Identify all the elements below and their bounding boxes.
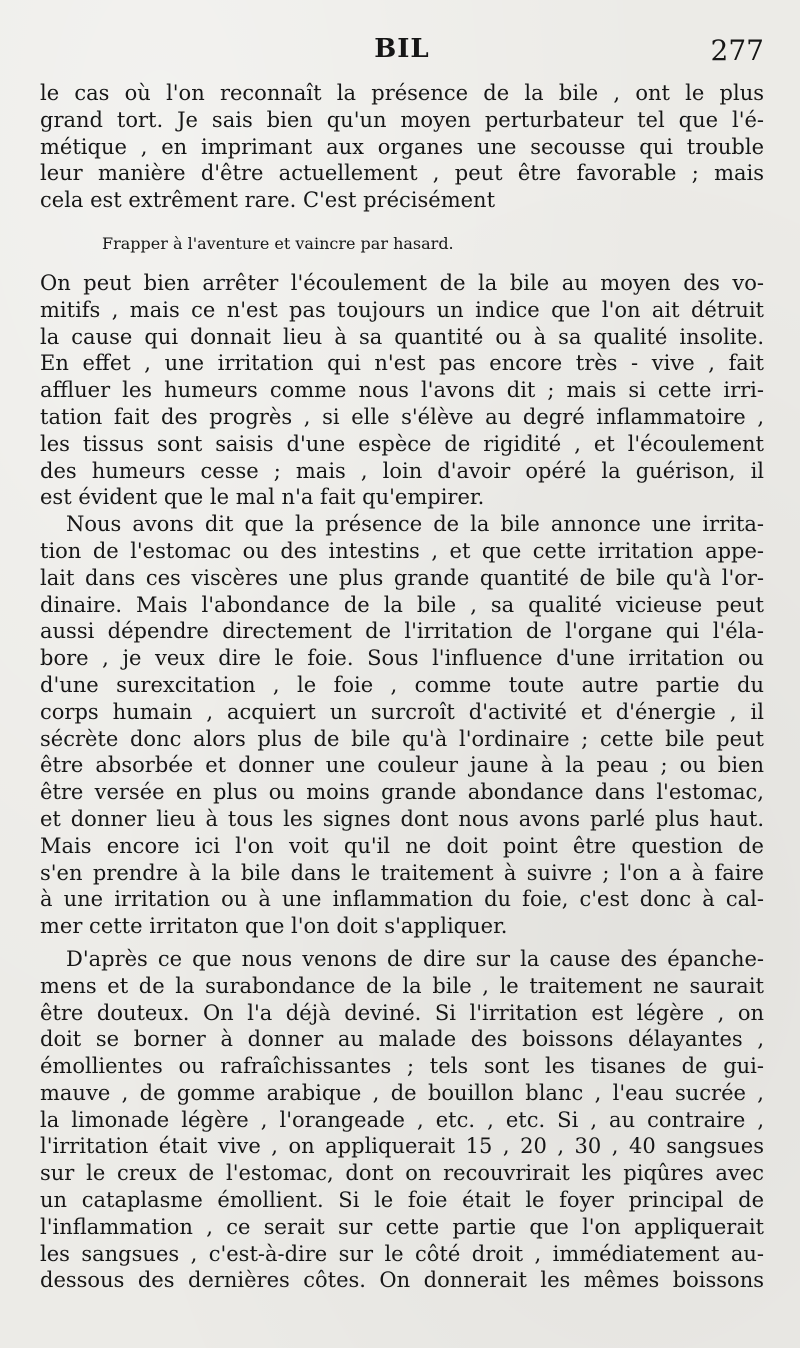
text-line: tion de l'estomac ou des intestins , et que cette irritation appe- <box>40 538 764 563</box>
text-line: mauve , de gomme arabique , de bouillon blanc , l'eau sucrée , <box>40 1080 764 1105</box>
text-line: dessous des dernières côtes. On donnerait les mêmes boissons <box>40 1268 764 1293</box>
text-line: mens et de la surabondance de la bile , le traitement ne saurait <box>40 973 764 998</box>
text-line: cela est extrêment rare. C'est précisément <box>40 188 496 213</box>
text-line: les sangsues , c'est-à-dire sur le côté droit , immédiatement au- <box>40 1241 764 1266</box>
text-line: sécrète donc alors plus de bile qu'à l'ordinaire ; cette bile peut <box>40 726 764 751</box>
text-line: le cas où l'on reconnaît la présence de la bile , ont le plus <box>40 81 764 105</box>
text-line: être versée en plus ou moins grande abondance dans l'estomac, <box>40 780 764 805</box>
text-line: lait dans ces viscères une plus grande quantité de bile qu'à l'or- <box>40 565 764 590</box>
text-line: mer cette irritaton que l'on doit s'appliquer. <box>40 914 508 939</box>
text-line: est évident que le mal n'a fait qu'empirer. <box>40 485 485 510</box>
text-line: des humeurs cesse ; mais , loin d'avoir opéré la guérison, il <box>40 458 764 483</box>
text-line: On peut bien arrêter l'écoulement de la bile au moyen des vo- <box>40 270 764 295</box>
text-line: Mais encore ici l'on voit qu'il ne doit point être question de <box>40 833 764 858</box>
text-line: l'irritation était vive , on appliquerait 15 , 20 , 30 , 40 sangsues <box>40 1134 764 1159</box>
page-header <box>40 34 764 74</box>
paragraph-2 <box>40 511 764 940</box>
text-line: et donner lieu à tous les signes dont nous avons parlé plus haut. <box>40 806 764 831</box>
paragraph-3 <box>40 946 764 1294</box>
text-line: aussi dépendre directement de l'irritation de l'organe qui l'éla- <box>40 619 764 644</box>
text-line: émollientes ou rafraîchissantes ; tels sont les tisanes de gui- <box>40 1054 764 1079</box>
text-line: d'une surexcitation , le foie , comme toute autre partie du <box>40 672 764 697</box>
text-line: D'après ce que nous venons de dire sur la cause des épanche- <box>66 946 764 971</box>
quotation: Frapper à l'aventure et vaincre par hasard. <box>102 233 454 253</box>
paragraph-1 <box>40 270 764 511</box>
text-line: la cause qui donnait lieu à sa quantité ou à sa qualité insolite. <box>40 324 764 349</box>
text-line: les tissus sont saisis d'une espèce de rigidité , et l'écoulement <box>40 431 764 456</box>
text-line: un cataplasme émollient. Si le foie était le foyer principal de <box>40 1188 764 1213</box>
intro-paragraph <box>40 80 764 214</box>
body-text <box>40 80 764 1294</box>
text-line: leur manière d'être actuellement , peut être favorable ; mais <box>40 161 764 186</box>
page-number: 277 <box>710 34 764 67</box>
text-line: mitifs , mais ce n'est pas toujours un indice que l'on ait détruit <box>40 297 764 322</box>
text-line: sur le creux de l'estomac, dont on recouvrirait les piqûres avec <box>40 1161 764 1186</box>
text-line: s'en prendre à la bile dans le traitement à suivre ; l'on a à faire <box>40 860 764 885</box>
running-head: BIL <box>374 34 430 64</box>
text-line: être douteux. On l'a déjà deviné. Si l'irritation est légère , on <box>40 1000 764 1025</box>
text-line: à une irritation ou à une inflammation du foie, c'est donc à cal- <box>40 887 764 912</box>
text-line: corps humain , acquiert un surcroît d'activité et d'énergie , il <box>40 699 764 724</box>
text-line: grand tort. Je sais bien qu'un moyen perturbateur tel que l'é- <box>40 107 764 132</box>
text-line: être absorbée et donner une couleur jaune à la peau ; ou bien <box>40 753 764 778</box>
text-line: la limonade légère , l'orangeade , etc. , etc. Si , au contraire , <box>40 1107 764 1132</box>
text-line: bore , je veux dire le foie. Sous l'influence d'une irritation ou <box>40 646 764 671</box>
text-line: métique , en imprimant aux organes une secousse qui trouble <box>40 134 764 159</box>
text-line: tation fait des progrès , si elle s'élève au degré inflammatoire , <box>40 404 764 429</box>
text-line: l'inflammation , ce serait sur cette partie que l'on appliquerait <box>40 1214 764 1239</box>
text-line: dinaire. Mais l'abondance de la bile , sa qualité vicieuse peut <box>40 592 764 617</box>
text-line: doit se borner à donner au malade des boissons délayantes , <box>40 1027 764 1052</box>
text-line: Nous avons dit que la présence de la bile annonce une irrita- <box>66 512 764 537</box>
text-line: affluer les humeurs comme nous l'avons dit ; mais si cette irri- <box>40 378 764 403</box>
text-line: En effet , une irritation qui n'est pas encore très - vive , fait <box>40 351 764 376</box>
